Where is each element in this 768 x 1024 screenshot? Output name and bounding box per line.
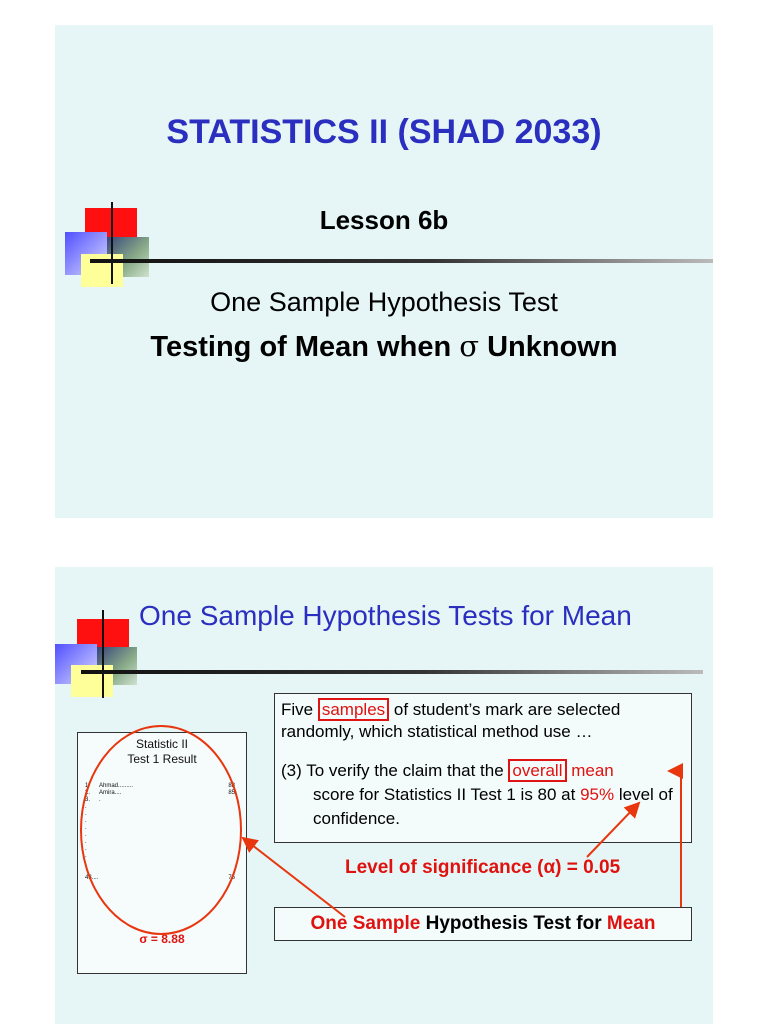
- arrow-to-95-percent: [587, 803, 639, 857]
- ellipsis-row: .: [85, 832, 87, 838]
- question-text: To verify the claim that the: [306, 761, 509, 780]
- item-number: (3): [281, 761, 302, 780]
- arrow-to-mean: [669, 771, 681, 907]
- divider-line: [90, 259, 713, 263]
- method-part-3: Mean: [606, 913, 656, 934]
- row-number: 1.: [85, 783, 91, 789]
- row-score: 88: [228, 783, 235, 789]
- ellipsis-row: .: [85, 846, 87, 852]
- sigma-label: σ = 8.88: [139, 932, 185, 946]
- sigma-symbol: σ: [459, 329, 480, 363]
- samples-highlight: samples: [318, 698, 389, 721]
- row-number: 2.: [85, 790, 91, 796]
- mean-highlight: mean: [566, 761, 614, 780]
- question-text: Five: [281, 700, 318, 719]
- annotation-overlay: [55, 567, 713, 1024]
- ellipsis-row: .: [85, 804, 87, 810]
- row-score: 75: [228, 875, 235, 881]
- method-part-1: One Sample: [310, 913, 421, 934]
- row-score: 85: [228, 790, 235, 796]
- method-part-2: Hypothesis Test for: [420, 913, 607, 934]
- confidence-percent: 95%: [580, 785, 615, 804]
- ellipsis-row: .: [85, 839, 87, 845]
- slide-title: STATISTICS II (SHAD 2033): [166, 113, 602, 151]
- document-title-line2: Test 1 Result: [127, 752, 197, 766]
- ellipsis-row: .: [85, 818, 87, 824]
- title-slide: [55, 25, 713, 518]
- row-number: 43....: [85, 875, 99, 881]
- row-name: .: [99, 797, 101, 803]
- lesson-label: Lesson 6b: [319, 205, 449, 235]
- question-text: level of confidence.: [313, 785, 673, 828]
- row-name: Amira....: [99, 790, 122, 796]
- slide-title: One Sample Hypothesis Tests for Mean: [139, 600, 632, 631]
- row-name: Ahmad.........: [99, 783, 134, 789]
- slide-subtitle-2: [55, 329, 713, 364]
- subtitle-2-suffix: Unknown: [479, 331, 618, 363]
- subtitle-2-prefix: Testing of Mean when: [150, 331, 460, 363]
- sigma-ellipse: [81, 726, 241, 934]
- ellipsis-row: .: [85, 853, 87, 859]
- document-title-line1: Statistic II: [135, 737, 188, 751]
- question-text: score for Statistics II Test 1 is 80 at: [313, 785, 581, 804]
- significance-label: Level of significance (α) = 0.05: [345, 857, 621, 878]
- content-slide: [55, 567, 713, 1024]
- arrow-to-document: [243, 838, 345, 917]
- ellipsis-row: .: [85, 860, 87, 866]
- ellipsis-row: .: [85, 811, 87, 817]
- row-number: 3.: [85, 797, 91, 803]
- overall-highlight: overall: [508, 759, 566, 782]
- question-text: of student’s mark are selected randomly, which statistical method use …: [281, 700, 621, 741]
- slide-subtitle-1: One Sample Hypothesis Test: [210, 287, 558, 317]
- ellipsis-row: .: [85, 825, 87, 831]
